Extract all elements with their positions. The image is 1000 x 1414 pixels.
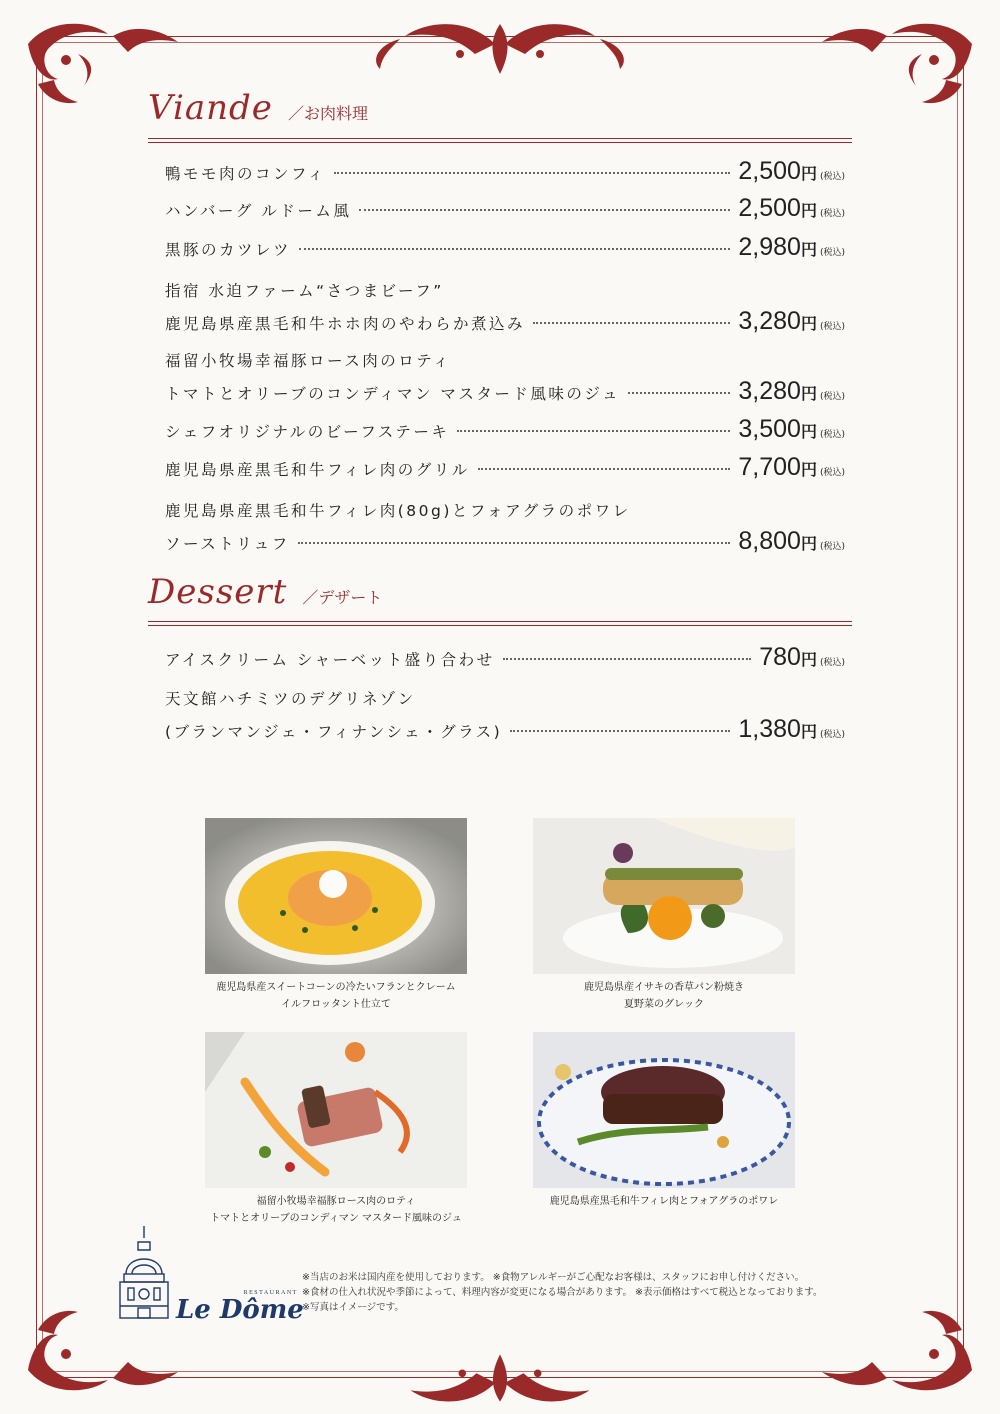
yen-label: 円: [800, 650, 817, 669]
item-name: シェフオリジナルのビーフステーキ: [165, 423, 450, 441]
viande-rule: [148, 138, 852, 143]
photo-caption: [176, 1193, 496, 1227]
caption-line: 鹿児島県産イサキの香草パン粉焼き: [584, 982, 744, 993]
item-name: ソーストリュフ: [165, 535, 290, 553]
caption-line: 鹿児島県産スイートコーンの冷たいフランとクレーム: [216, 982, 456, 993]
dome-building-logo-icon: [116, 1224, 172, 1322]
dessert-header: [148, 572, 852, 612]
tax-label: (税込): [819, 322, 845, 332]
caption-line: トマトとオリーブのコンディマン マスタード風味のジュ: [210, 1213, 462, 1224]
caption-line: 福留小牧場幸福豚ロース肉のロティ: [256, 1196, 416, 1207]
tax-label: (税込): [819, 430, 845, 440]
price-value: 7,700: [738, 453, 801, 481]
tax-label: (税込): [819, 172, 845, 182]
leader-dots: [478, 468, 731, 470]
item-name: 鹿児島県産黒毛和牛フィレ肉のグリル: [165, 461, 470, 479]
item-name: ハンバーグ ルドーム風: [165, 202, 352, 220]
item-price: [738, 307, 845, 336]
leader-dots: [533, 322, 730, 324]
yen-label: 円: [800, 422, 817, 441]
item-name: 黒豚のカツレツ: [165, 241, 292, 259]
viande-subtitle: ／お肉料理: [287, 104, 368, 123]
footer-notes: [302, 1270, 942, 1315]
menu-item: [165, 453, 845, 491]
yen-label: 円: [800, 240, 817, 259]
menu-item: [165, 415, 845, 453]
photo-beef-foiegras: [533, 1032, 795, 1188]
item-price: [738, 194, 845, 223]
tax-label: (税込): [819, 209, 845, 219]
price-value: 2,980: [738, 233, 801, 261]
item-price: [738, 715, 845, 744]
photo-corn-flan: [205, 818, 467, 974]
tax-label: (税込): [819, 730, 845, 740]
price-value: 3,500: [738, 415, 801, 443]
item-price: [738, 377, 845, 406]
menu-item: [165, 233, 845, 271]
note-line: ※食材の仕入れ状況や季節によって、料理内容が変更になる場合があります。 ※表示価格はすべて税込となっております。: [302, 1287, 823, 1298]
dessert-list: [165, 643, 845, 749]
menu-item: [165, 495, 845, 561]
note-line: ※写真はイメージです。: [302, 1302, 404, 1313]
leader-dots: [359, 209, 730, 211]
menu-item: [165, 643, 845, 679]
photo-isaki: [533, 818, 795, 974]
viande-header: [148, 88, 852, 128]
bottom-center-ornament-icon: [360, 1345, 640, 1411]
photo-caption: [504, 1193, 824, 1210]
restaurant-logo: [176, 1290, 304, 1324]
logo-name: Le Dôme: [176, 1295, 304, 1325]
leader-dots: [457, 430, 730, 432]
top-center-ornament-icon: [360, 14, 640, 84]
dessert-script-title: Dessert: [148, 572, 288, 612]
price-value: 2,500: [738, 157, 801, 185]
menu-item: [165, 345, 845, 411]
price-value: 8,800: [738, 527, 801, 555]
note-line: ※当店のお米は国内産を使用しております。 ※食物アレルギーがご心配なお客様は、スタッフにお申し付けください。: [302, 1272, 805, 1283]
bottom-right-ornament-icon: [812, 1300, 982, 1400]
item-line1: 指宿 水迫ファーム“さつまビーフ”: [165, 282, 444, 300]
item-line1: 鹿児島県産黒毛和牛フィレ肉(80g)とフォアグラのポワレ: [165, 502, 631, 520]
price-value: 2,500: [738, 194, 801, 222]
yen-label: 円: [800, 314, 817, 333]
leader-dots: [299, 248, 730, 250]
item-price: [738, 415, 845, 444]
tax-label: (税込): [819, 468, 845, 478]
price-value: 3,280: [738, 377, 801, 405]
item-price: [738, 453, 845, 482]
price-value: 1,380: [738, 715, 801, 743]
menu-item: [165, 275, 845, 341]
item-line1: 天文館ハチミツのデグリネゾン: [165, 690, 416, 708]
yen-label: 円: [800, 534, 817, 553]
leader-dots: [628, 392, 730, 394]
yen-label: 円: [800, 201, 817, 220]
price-value: 3,280: [738, 307, 801, 335]
leader-dots: [503, 658, 752, 660]
yen-label: 円: [800, 164, 817, 183]
item-name: 鴨モモ肉のコンフィ: [165, 165, 326, 183]
tax-label: (税込): [819, 658, 845, 668]
item-name: 鹿児島県産黒毛和牛ホホ肉のやわらか煮込み: [165, 315, 526, 333]
item-price: [738, 233, 845, 262]
leader-dots: [298, 542, 731, 544]
leader-dots: [334, 172, 731, 174]
menu-item: [165, 157, 845, 194]
tax-label: (税込): [819, 542, 845, 552]
yen-label: 円: [800, 384, 817, 403]
price-value: 780: [759, 643, 801, 671]
tax-label: (税込): [819, 248, 845, 258]
photo-pork-roti: [205, 1032, 467, 1188]
caption-line: 鹿児島県産黒毛和牛フィレ肉とフォアグラのポワレ: [549, 1196, 779, 1207]
item-price: [738, 527, 845, 556]
photo-caption: [176, 979, 496, 1013]
caption-line: イルフロッタント仕立て: [281, 999, 391, 1010]
item-line1: 福留小牧場幸福豚ロース肉のロティ: [165, 352, 451, 370]
item-name: アイスクリーム シャーベット盛り合わせ: [165, 651, 495, 669]
viande-script-title: Viande: [148, 88, 273, 128]
dessert-subtitle: ／デザート: [302, 588, 383, 607]
tax-label: (税込): [819, 392, 845, 402]
item-name: トマトとオリーブのコンディマン マスタード風味のジュ: [165, 385, 621, 403]
photo-caption: [504, 979, 824, 1013]
leader-dots: [510, 730, 730, 732]
caption-line: 夏野菜のグレック: [624, 999, 704, 1010]
dessert-rule: [148, 621, 852, 626]
logo-small-label: RESTAURANT: [243, 1290, 298, 1296]
yen-label: 円: [800, 460, 817, 479]
item-price: [738, 157, 845, 186]
item-price: [759, 643, 845, 672]
item-name: (ブランマンジェ・フィナンシェ・グラス): [165, 723, 503, 741]
viande-list: [165, 157, 845, 561]
menu-item: [165, 194, 845, 233]
menu-item: [165, 683, 845, 749]
yen-label: 円: [800, 722, 817, 741]
